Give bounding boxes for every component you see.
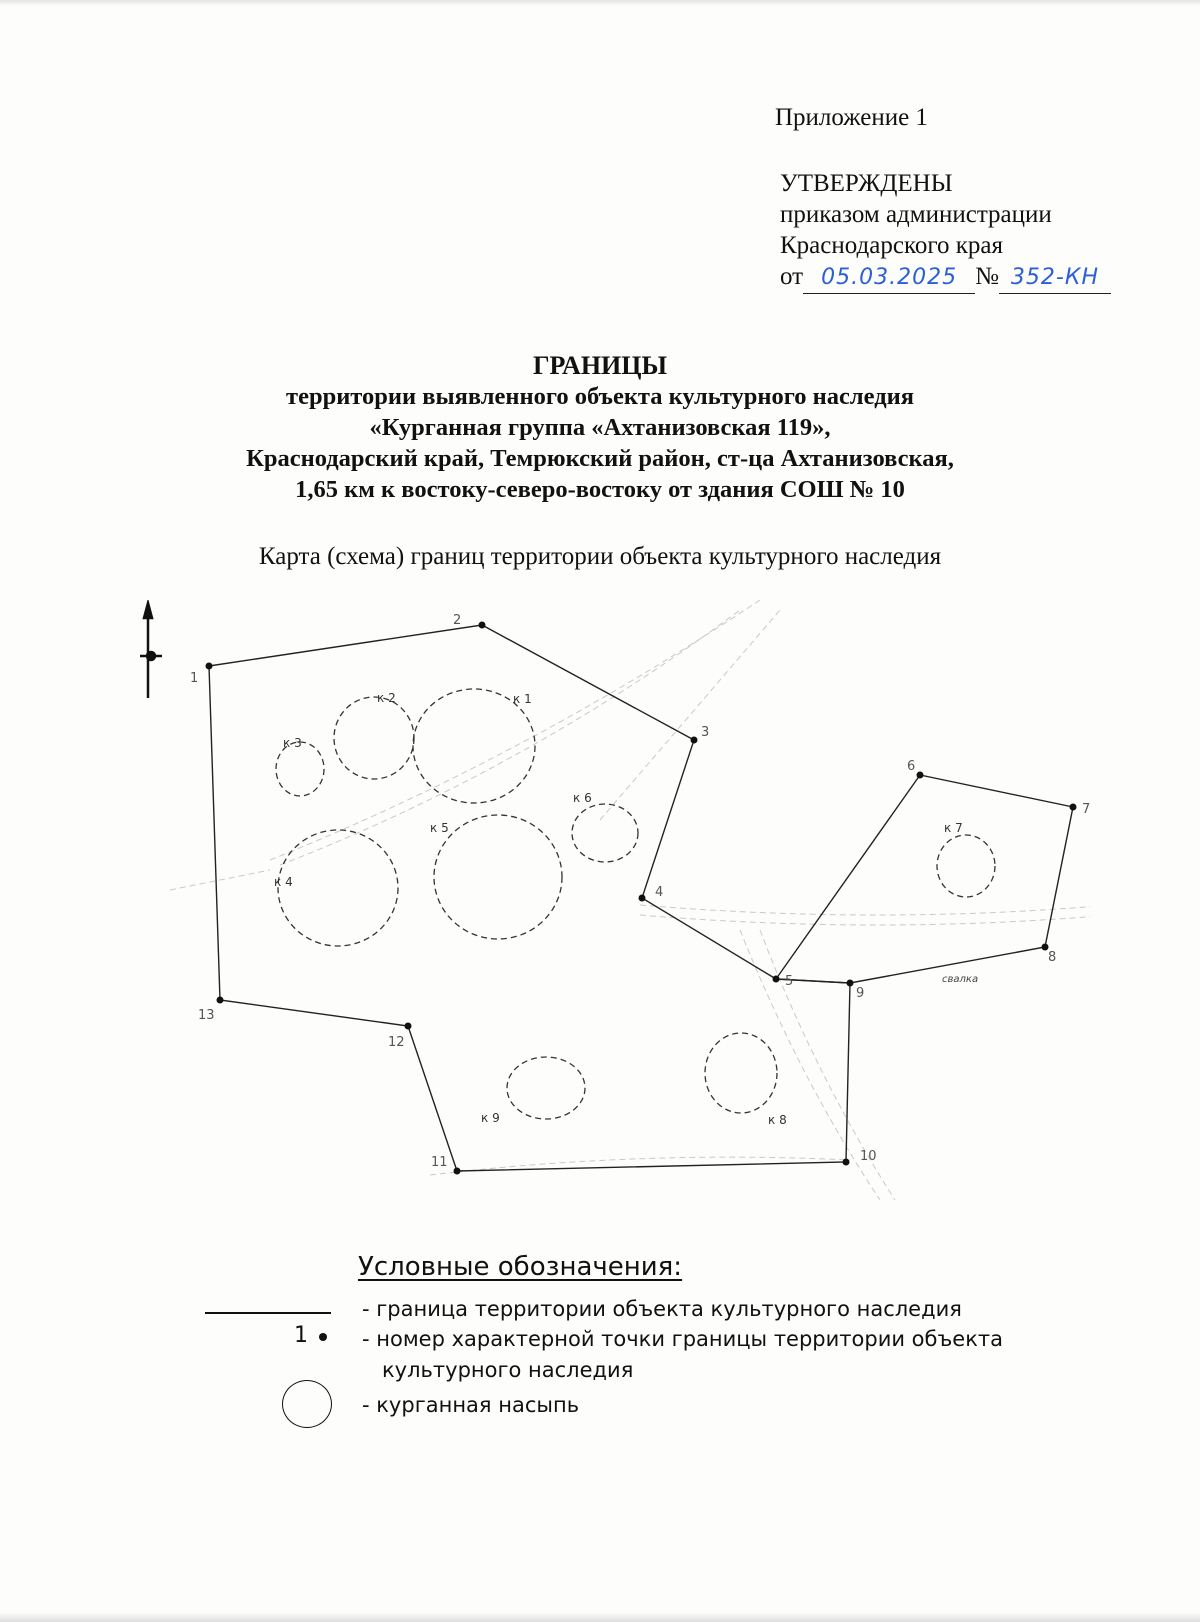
mound-label-k3: к 3: [283, 736, 302, 750]
boundary-map: [130, 600, 1090, 1220]
approved-line2: приказом администрации: [780, 201, 1052, 228]
title-line1: территории выявленного объекта культурного наследия: [286, 383, 914, 410]
handwritten-number: 352-КН: [1010, 265, 1100, 290]
mound-k7: [937, 835, 995, 897]
scan-bottom-edge: [0, 1612, 1200, 1622]
mound-k6: [572, 804, 638, 862]
approval-block: [780, 168, 1111, 294]
point-label-9: 9: [856, 986, 865, 1001]
date-field: [803, 261, 975, 294]
boundary-point-13: [217, 997, 224, 1004]
title-line3: Краснодарский край, Темрюкский район, ст-ца Ахтанизовская,: [246, 445, 954, 472]
point-label-5: 5: [785, 974, 794, 989]
mound-k1: [413, 689, 535, 803]
boundary-point-labels: [190, 613, 1090, 1170]
mound-k5: [434, 815, 562, 939]
mound-k2: [334, 697, 414, 779]
mound-labels: [274, 691, 963, 1127]
field-road-line: [600, 610, 780, 820]
legend-heading: Условные обозначения:: [358, 1252, 683, 1282]
mound-k9: [507, 1057, 585, 1119]
document-title: [0, 350, 1200, 505]
boundary-point-10: [843, 1159, 850, 1166]
title-line4: 1,65 км к востоку-северо-востоку от здания СОШ № 10: [295, 476, 905, 503]
east-territory-boundary: [776, 775, 1073, 983]
mound-label-k8: к 8: [768, 1113, 787, 1127]
boundary-point-7: [1070, 804, 1077, 811]
burial-mounds: [276, 689, 995, 1119]
boundary-point-3: [691, 737, 698, 744]
number-field: [999, 261, 1111, 294]
legend-point-sample-number: 1: [294, 1323, 308, 1348]
point-label-10: 10: [860, 1149, 877, 1164]
annex-label: Приложение 1: [775, 104, 928, 131]
handwritten-date: 05.03.2025: [821, 265, 958, 290]
from-label: от: [780, 263, 804, 290]
legend-mound-circle-icon: [282, 1380, 332, 1428]
boundary-point-11: [454, 1168, 461, 1175]
field-road-line: [170, 870, 270, 890]
point-label-2: 2: [453, 613, 462, 628]
title-line2: «Курганная группа «Ахтанизовская 119»,: [369, 414, 831, 441]
mound-k3: [276, 742, 324, 796]
mound-label-k2: к 2: [377, 691, 396, 705]
field-road-line: [640, 905, 1090, 915]
point-label-7: 7: [1082, 802, 1090, 817]
legend-point-text-line1: - номер характерной точки границы территории объекта: [362, 1327, 1004, 1351]
legend-point-text-line2: культурного наследия: [382, 1358, 634, 1382]
north-arrow-icon: [140, 603, 162, 698]
landmark-label-dump: свалка: [942, 974, 979, 985]
legend-mound-text: - курганная насыпь: [362, 1393, 580, 1417]
mound-k8: [705, 1033, 777, 1113]
approved-title: УТВЕРЖДЕНЫ: [780, 170, 953, 197]
point-label-8: 8: [1048, 950, 1057, 965]
field-road-line: [270, 600, 760, 860]
field-road-line: [640, 915, 1090, 925]
mound-label-k1: к 1: [513, 692, 532, 706]
point-label-12: 12: [388, 1035, 405, 1050]
main-territory-boundary: [209, 625, 850, 1171]
point-label-11: 11: [431, 1155, 448, 1170]
mound-label-k5: к 5: [430, 821, 449, 835]
mound-k4: [278, 830, 398, 946]
mound-label-k4: к 4: [274, 875, 293, 889]
mound-label-k7: к 7: [944, 821, 963, 835]
background-contours: [170, 600, 1090, 1200]
boundary-point-9: [847, 980, 854, 987]
legend-boundary-line-icon: [205, 1312, 331, 1314]
map-subtitle: Карта (схема) границ территории объекта культурного наследия: [258, 543, 942, 570]
boundary-point-12: [405, 1023, 412, 1030]
point-label-6: 6: [907, 759, 916, 774]
boundary-point-2: [479, 622, 486, 629]
legend-boundary-text: - граница территории объекта культурного наследия: [362, 1297, 962, 1321]
legend-point-dot-icon: [319, 1333, 327, 1341]
boundary-point-5: [773, 976, 780, 983]
point-label-3: 3: [701, 725, 710, 740]
point-label-13: 13: [198, 1008, 215, 1023]
boundary-points: [206, 622, 1077, 1175]
point-label-4: 4: [655, 885, 664, 900]
mound-label-k9: к 9: [481, 1111, 500, 1125]
point-label-1: 1: [190, 671, 199, 686]
number-label: №: [975, 263, 999, 290]
boundary-point-1: [206, 663, 213, 670]
approved-line3: Краснодарского края: [780, 232, 1003, 259]
boundary-point-4: [639, 895, 646, 902]
boundary-point-6: [917, 772, 924, 779]
approval-date-number-line: [780, 261, 1111, 294]
scan-top-edge: [0, 0, 1200, 6]
mound-label-k6: к 6: [573, 791, 592, 805]
title-main: ГРАНИЦЫ: [532, 351, 668, 380]
